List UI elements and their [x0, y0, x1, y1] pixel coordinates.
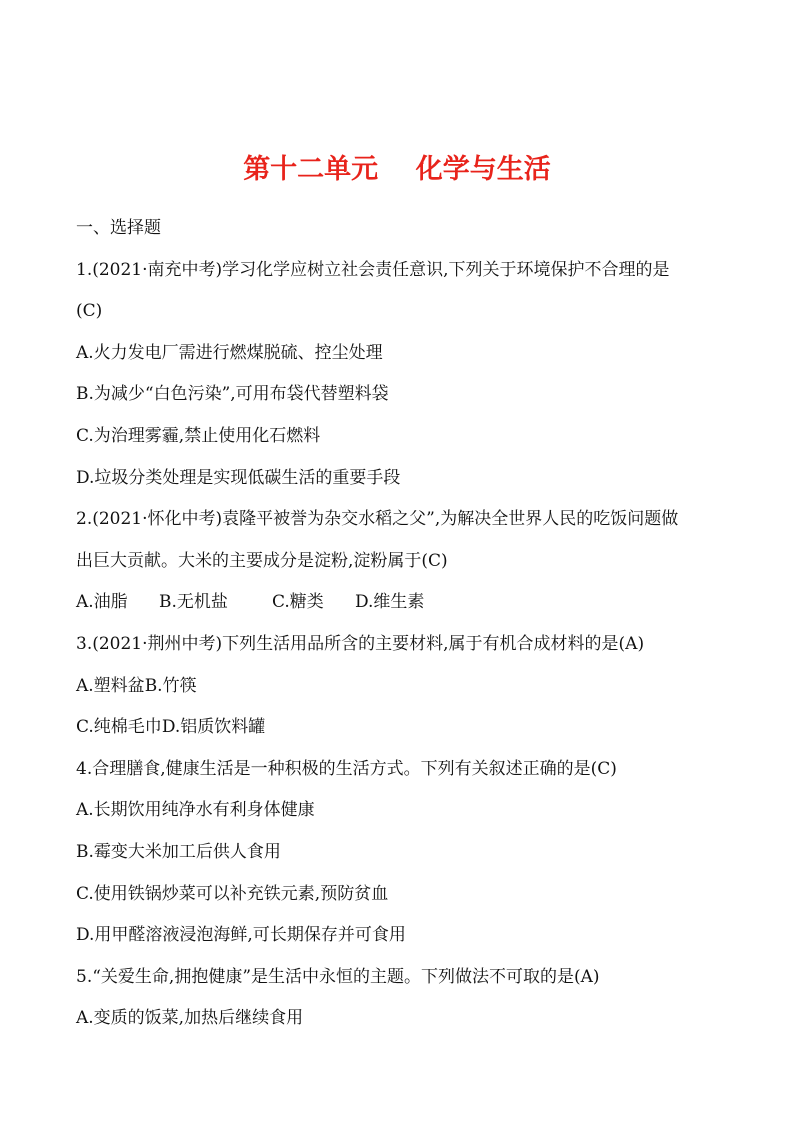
options-row: [76, 666, 726, 708]
option-b: B.无机盐: [159, 592, 228, 613]
option-b: B.霉变大米加工后供人食用: [76, 841, 281, 862]
option-a: A.油脂: [76, 592, 128, 613]
option-c: C.纯棉毛巾: [76, 717, 162, 738]
option-d: D.维生素: [355, 592, 425, 613]
options-row: [76, 582, 726, 624]
question-stem: 5.“关爱生命,拥抱健康”是生活中永恒的主题。下列做法不可取的是(A): [76, 966, 600, 987]
option-c: C.为治理雾霾,禁止使用化石燃料: [76, 425, 321, 446]
question-2: [76, 499, 726, 624]
question-3: [76, 624, 726, 749]
question-stem: 2.(2021·怀化中考)袁隆平被誉为杂交水稻之父”,为解决全世界人民的吃饭问题做: [76, 509, 679, 530]
question-5: [76, 957, 726, 1040]
option-d: D.垃圾分类处理是实现低碳生活的重要手段: [76, 467, 401, 488]
question-1: [76, 250, 726, 500]
question-stem-continued: 出巨大贡献。大米的主要成分是淀粉,淀粉属于(C): [76, 550, 448, 571]
question-stem: 3.(2021·荆州中考)下列生活用品所含的主要材料,属于有机合成材料的是(A): [76, 633, 645, 654]
option-d: D.铝质饮料罐: [161, 717, 266, 738]
option-b: B.为减少“白色污染”,可用布袋代替塑料袋: [76, 384, 389, 405]
question-stem: 1.(2021·南充中考)学习化学应树立社会责任意识,下列关于环境保护不合理的是: [76, 259, 670, 280]
option-b: B.竹筷: [144, 675, 197, 696]
page-title: 第十二单元 化学与生活: [243, 154, 551, 185]
question-stem: 4.合理膳食,健康生活是一种积极的生活方式。下列有关叙述正确的是(C): [76, 758, 617, 779]
question-stem-continued: (C): [76, 301, 103, 322]
question-list: [76, 208, 726, 1040]
option-a: A.塑料盆: [76, 675, 145, 696]
option-c: C.糖类: [272, 592, 324, 613]
question-4: [76, 749, 726, 957]
section-heading: 一、选择题: [76, 218, 161, 238]
option-c: C.使用铁锅炒菜可以补充铁元素,预防贫血: [76, 883, 389, 904]
option-d: D.用甲醛溶液浸泡海鲜,可长期保存并可食用: [76, 925, 406, 946]
option-a: A.长期饮用纯净水有利身体健康: [76, 800, 315, 821]
option-a: A.火力发电厂需进行燃煤脱硫、控尘处理: [76, 342, 383, 363]
options-row: [76, 707, 726, 749]
option-a: A.变质的饭菜,加热后继续食用: [76, 1008, 304, 1029]
